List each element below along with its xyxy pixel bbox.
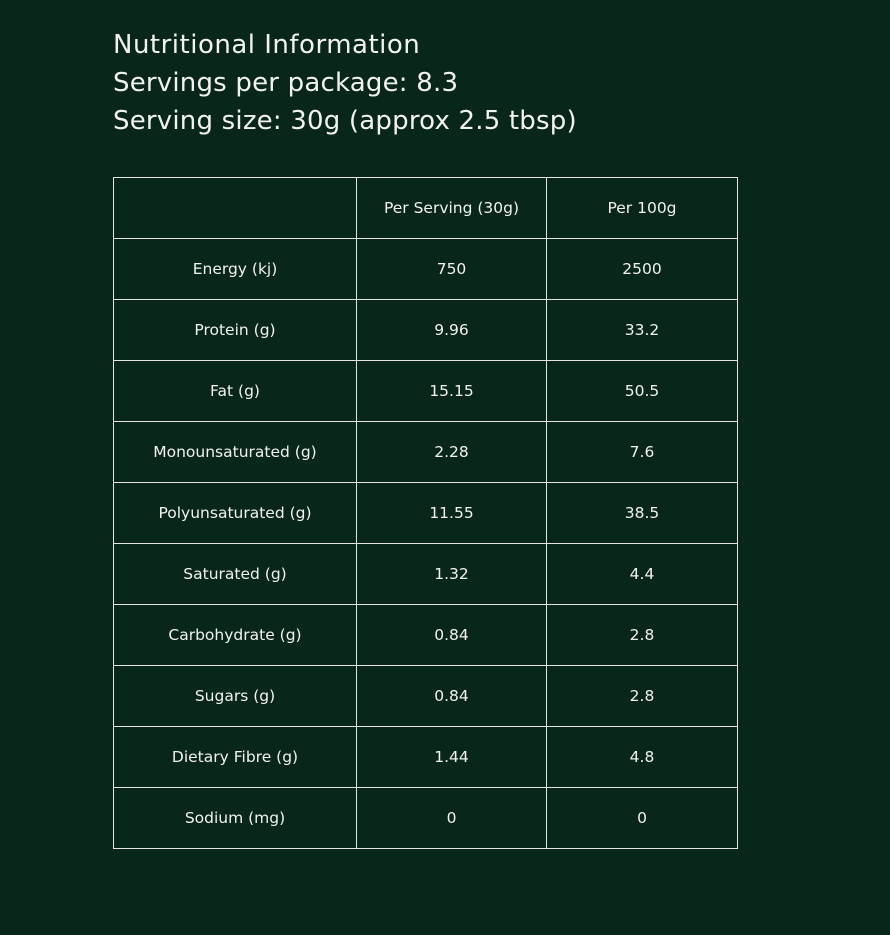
per-serving-value: 750 xyxy=(357,239,547,300)
per-serving-value: 2.28 xyxy=(357,422,547,483)
header-cell-empty xyxy=(114,178,357,239)
per-serving-value: 0 xyxy=(357,788,547,849)
per-serving-value: 1.44 xyxy=(357,727,547,788)
table-row xyxy=(114,239,738,300)
nutrient-name: Sugars (g) xyxy=(114,666,357,727)
table-row xyxy=(114,483,738,544)
per-100g-value: 2500 xyxy=(547,239,738,300)
serving-size: Serving size: 30g (approx 2.5 tbsp) xyxy=(113,106,577,136)
table-row xyxy=(114,361,738,422)
nutrient-name: Carbohydrate (g) xyxy=(114,605,357,666)
table-row xyxy=(114,666,738,727)
nutrition-table xyxy=(113,177,738,849)
header-cell-per-100g: Per 100g xyxy=(547,178,738,239)
per-serving-value: 11.55 xyxy=(357,483,547,544)
table-row xyxy=(114,544,738,605)
per-100g-value: 7.6 xyxy=(547,422,738,483)
table-row xyxy=(114,422,738,483)
per-100g-value: 2.8 xyxy=(547,666,738,727)
nutrition-heading xyxy=(113,26,577,140)
per-100g-value: 38.5 xyxy=(547,483,738,544)
table-row xyxy=(114,727,738,788)
per-serving-value: 1.32 xyxy=(357,544,547,605)
servings-per-package: Servings per package: 8.3 xyxy=(113,68,459,98)
per-serving-value: 0.84 xyxy=(357,666,547,727)
per-serving-value: 15.15 xyxy=(357,361,547,422)
header-row xyxy=(114,178,738,239)
header-cell-per-serving: Per Serving (30g) xyxy=(357,178,547,239)
nutrient-name: Fat (g) xyxy=(114,361,357,422)
table-row xyxy=(114,300,738,361)
nutrient-name: Protein (g) xyxy=(114,300,357,361)
page-title: Nutritional Information xyxy=(113,30,421,60)
nutrient-name: Energy (kj) xyxy=(114,239,357,300)
table-body xyxy=(114,239,738,849)
nutrient-name: Sodium (mg) xyxy=(114,788,357,849)
per-serving-value: 0.84 xyxy=(357,605,547,666)
nutrient-name: Monounsaturated (g) xyxy=(114,422,357,483)
per-100g-value: 33.2 xyxy=(547,300,738,361)
per-serving-value: 9.96 xyxy=(357,300,547,361)
nutrient-name: Saturated (g) xyxy=(114,544,357,605)
per-100g-value: 2.8 xyxy=(547,605,738,666)
nutrient-name: Polyunsaturated (g) xyxy=(114,483,357,544)
per-100g-value: 0 xyxy=(547,788,738,849)
nutrient-name: Dietary Fibre (g) xyxy=(114,727,357,788)
table-row xyxy=(114,788,738,849)
per-100g-value: 4.4 xyxy=(547,544,738,605)
per-100g-value: 50.5 xyxy=(547,361,738,422)
table-row xyxy=(114,605,738,666)
per-100g-value: 4.8 xyxy=(547,727,738,788)
table-header xyxy=(114,178,738,239)
